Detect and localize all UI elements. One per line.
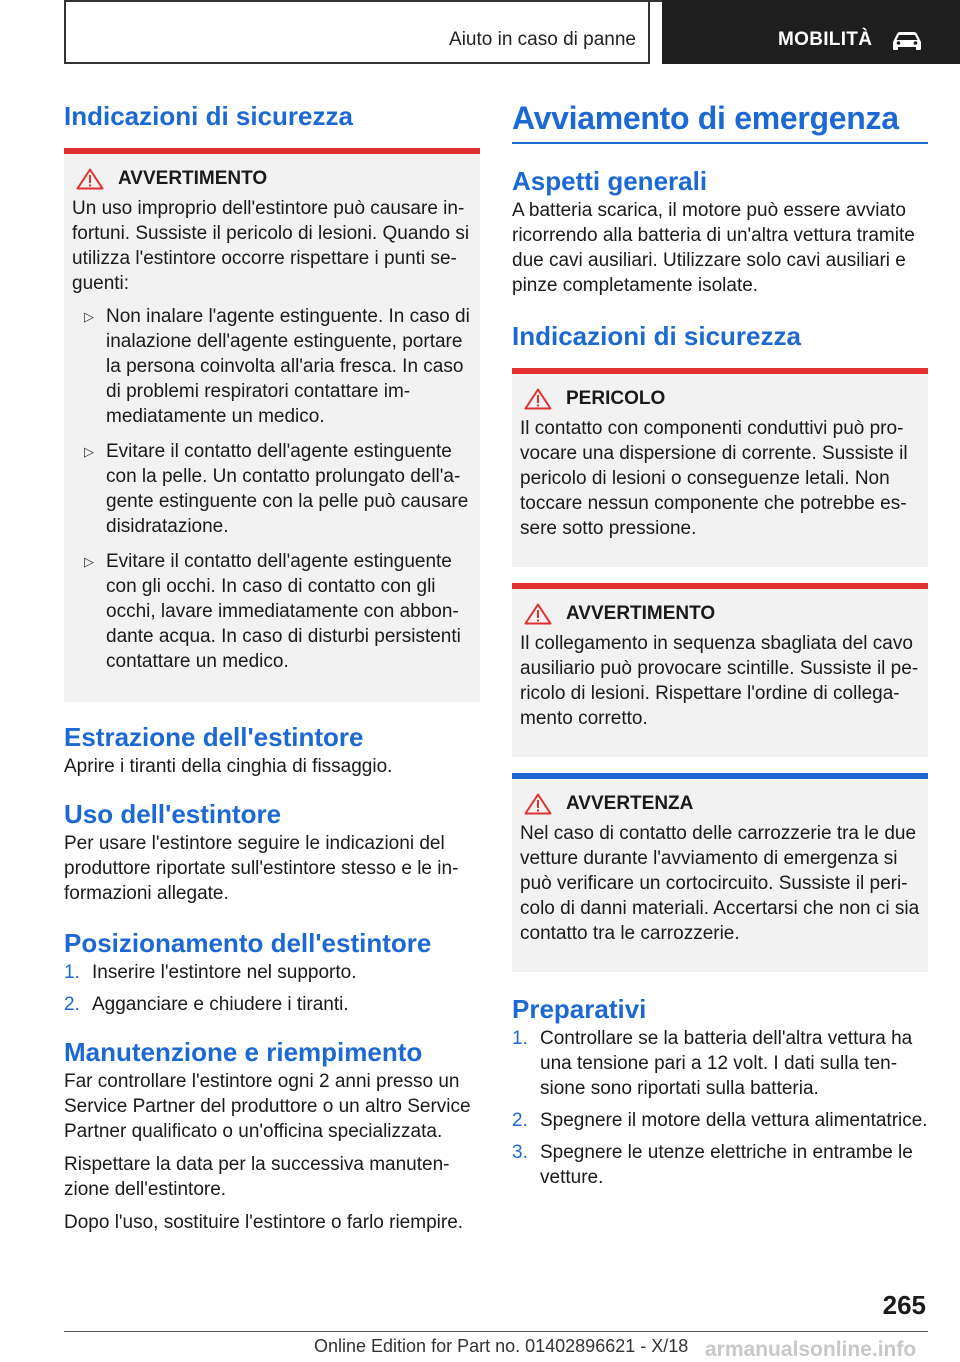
use-text: Per usare l'estintore seguire le indicazioni del produttore riportate sull'estintore stesso e le informazioni allegate.: [64, 833, 459, 904]
warning-label: AVVERTIMENTO: [118, 168, 268, 189]
page-header: [0, 0, 960, 64]
notice-box: [512, 773, 928, 972]
section-title: Aiuto in caso di panne: [449, 29, 636, 50]
warning-text: Il collegamento in sequenza sbagliata del cavo ausiliario può provocare scintille. Sussiste il pericolo di lesioni. Rispettare l'ordine di collegamento corretto.: [520, 633, 919, 729]
maintenance-heading: Manutenzione e riempimento: [64, 1037, 423, 1067]
extraction-heading: Estrazione dell'estintore: [64, 722, 364, 752]
warning-label: AVVERTIMENTO: [566, 603, 716, 624]
list-item: 2. Agganciare e chiudere i tiranti.: [64, 994, 349, 1015]
warning-triangle-icon: [76, 168, 104, 190]
list-item: 1. Controllare se la batteria dell'altra vettura ha una tensione pari a 12 volt. I dati sulla tensione sono riportati sulla batteria.: [512, 1028, 913, 1099]
left-column: [64, 96, 480, 1243]
list-item: ▷ Non inalare l'agente estinguente. In caso di inalazione dell'agente estinguente, portare la persona coinvolta all'aria fresca. In caso di problemi respiratori contattare immediatamente un medico.: [84, 306, 470, 427]
watermark: armanualsonline.info: [705, 1338, 917, 1361]
position-steps: [64, 960, 480, 1017]
warning-box-title: [520, 603, 920, 625]
use-heading: Uso dell'estintore: [64, 799, 282, 829]
warning-triangle-icon: [524, 388, 552, 410]
danger-box: [512, 368, 928, 567]
maintenance-text-2: Rispettare la data per la successiva manutenzione dell'estintore.: [64, 1154, 450, 1200]
general-heading: Aspetti generali: [512, 166, 708, 196]
list-item: ▷ Evitare il contatto dell'agente estinguente con gli occhi. In caso di contatto con gli occhi, lavare immediatamente con abbondante acqua. In caso di disturbi persistenti contattare un medico.: [84, 551, 461, 672]
car-icon: [890, 30, 924, 57]
notice-text: Nel caso di contatto delle carrozzerie tra le due vetture durante l'avviamento di emergenza si può verificare un cortocircuito. Sussiste il pericolo di danni materiali. Accertarsi che non ci sia contatto tra le carrozzerie.: [520, 823, 920, 944]
general-text: A batteria scarica, il motore può essere avviato ricorrendo alla batteria di un'altra vettura tramite due cavi ausiliari. Utilizzare solo cavi ausiliari e pinze completamente isolate.: [512, 200, 915, 296]
bullet-marker-icon: ▷: [84, 554, 94, 569]
warning-intro: Un uso improprio dell'estintore può causare infortuni. Sussiste il pericolo di lesioni. Quando si utilizza l'estintore occorre rispettare i punti seguenti:: [72, 198, 470, 294]
warning-triangle-icon: [524, 603, 552, 625]
notice-box-title: [520, 793, 920, 815]
safety-heading-left: Indicazioni di sicurezza: [64, 101, 353, 131]
footer-rule: [64, 1331, 928, 1332]
list-item: 3. Spegnere le utenze elettriche in entrambe le vetture.: [512, 1142, 913, 1188]
chapter-tab-label: MOBILITÀ: [778, 29, 873, 50]
list-item: ▷ Evitare il contatto dell'agente estinguente con la pelle. Un contatto prolungato dell'agente estinguente con la pelle può causare disidratazione.: [84, 441, 469, 537]
header-separator: [648, 0, 650, 64]
page-number: 265: [882, 1290, 926, 1320]
warning-triangle-icon: [524, 793, 552, 815]
safety-heading-right: Indicazioni di sicurezza: [512, 321, 801, 351]
danger-box-title: [520, 388, 920, 410]
bullet-marker-icon: ▷: [84, 309, 94, 324]
page-footer: [0, 1290, 960, 1362]
header-bottom-rule: [64, 62, 650, 64]
list-item: 1. Inserire l'estintore nel supporto.: [64, 962, 357, 983]
position-heading: Posizionamento dell'estintore: [64, 928, 432, 958]
danger-text: Il contatto con componenti conduttivi può provocare una dispersione di corrente. Sussiste il pericolo di lesioni o conseguenze letali. Non toccare nessun componente che potrebbe essere sotto pressione.: [520, 418, 908, 539]
main-heading: Avviamento di emergenza: [512, 96, 928, 144]
bullet-marker-icon: ▷: [84, 444, 94, 459]
right-column: [512, 96, 928, 1198]
danger-label: PERICOLO: [566, 388, 666, 409]
warning-box-title: [72, 168, 472, 190]
preparation-steps: [512, 1026, 928, 1190]
list-item: 2. Spegnere il motore della vettura alimentatrice.: [512, 1110, 928, 1131]
chapter-tab[interactable]: [662, 0, 960, 64]
edition-text: Online Edition for Part no. 01402896621 - X/18: [314, 1336, 689, 1356]
preparation-heading: Preparativi: [512, 994, 647, 1024]
warning-box-extinguisher: [64, 148, 480, 702]
warning-box-jumpstart: [512, 583, 928, 757]
maintenance-text-1: Far controllare l'estintore ogni 2 anni presso un Service Partner del produttore o un altro Service Partner qualificato o un'officina specializzata.: [64, 1071, 471, 1142]
warning-bullet-list: [72, 304, 472, 674]
maintenance-text-3: Dopo l'uso, sostituire l'estintore o farlo riempire.: [64, 1212, 464, 1233]
notice-label: AVVERTENZA: [566, 793, 694, 814]
extraction-text: Aprire i tiranti della cinghia di fissaggio.: [64, 756, 393, 777]
